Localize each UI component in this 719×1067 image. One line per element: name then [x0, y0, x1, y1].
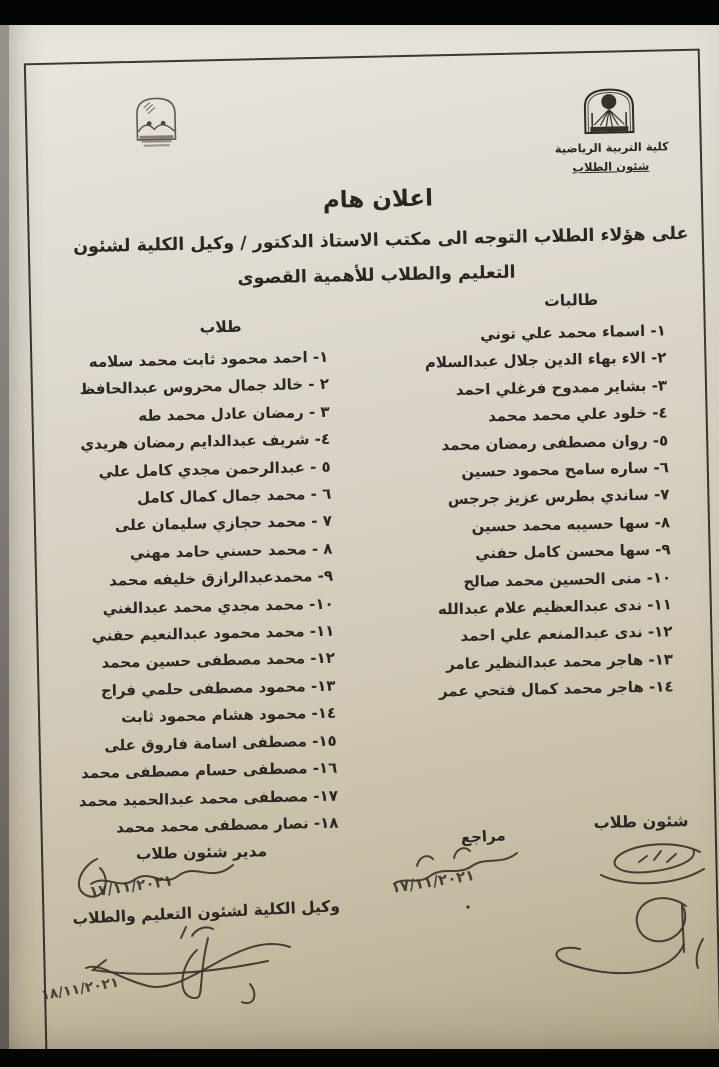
list-item: ١١- محمد محمود عبدالنعيم حفني — [91, 621, 335, 646]
list-item: ٤- شريف عبدالدايم رمضان هريدي — [80, 429, 331, 454]
page-title: اعلان هام — [322, 185, 434, 214]
vice-dean-label: وكيل الكلية لشئون التعليم والطلاب — [72, 897, 341, 928]
list-item: ١٧- مصطفى محمد عبدالحميد محمد — [78, 786, 339, 810]
list-item: ٢- الاء بهاء الدين جلال عبدالسلام — [424, 348, 667, 373]
photo-black-top-band — [0, 0, 719, 25]
list-item: ١١- ندى عبدالعظيم علام عبدالله — [437, 595, 672, 619]
list-item: ١٦- مصطفى حسام مصطفى محمد — [80, 758, 338, 783]
paper-content — [9, 25, 719, 1049]
list-item: ١٥- مصطفى اسامة فاروق على — [104, 731, 337, 755]
list-item: ٢ - خالد جمال محروس عبدالحافظ — [79, 375, 330, 399]
faculty-emblem-icon — [132, 95, 181, 150]
reviewer-label: مراجع — [460, 826, 507, 847]
female-column-header: طالبات — [543, 290, 599, 311]
list-item: ٧ - محمد حجازي سليمان على — [114, 512, 333, 535]
list-item: ١٣- محمود مصطفى حلمي فراج — [100, 676, 336, 700]
list-item: ٥ - عبدالرحمن مجدي كامل علي — [98, 457, 331, 481]
male-column-header: طلاب — [199, 317, 242, 337]
list-item: ٣ - رمضان عادل محمد طه — [138, 402, 330, 425]
list-item: ١- اسماء محمد علي توني — [479, 321, 666, 344]
list-item: ١٤- محمود هشام محمود ثابت — [120, 703, 337, 727]
list-item: ٤- خلود علي محمد محمد — [487, 403, 668, 426]
list-item: ٩- سها محسن كامل حفني — [475, 540, 671, 563]
paper-sheet — [9, 25, 719, 1049]
announcement-line2: التعليم والطلاب للأهمية القصوى — [237, 262, 516, 289]
list-item: ١٨- نصار مصطفى محمد محمد — [115, 813, 339, 837]
list-item: ٨- سها حسيبه محمد حسين — [471, 513, 671, 536]
list-item: ١٢- محمد مصطفى حسين محمد — [101, 649, 336, 673]
department-name: شئون الطلاب — [572, 158, 650, 175]
list-item: ١٠- محمد مجدي محمد عبدالغني — [102, 594, 334, 618]
list-item: ١٢- ندى عبدالمنعم علي احمد — [460, 622, 673, 646]
director-label: مدير شئون طلاب — [135, 842, 268, 864]
list-item: ٦- ساره سامح محمود حسين — [461, 458, 669, 481]
photo-black-bottom-band — [0, 1049, 719, 1067]
female-students-column — [325, 289, 674, 708]
director-date: ١٧/١١/٢٠٢١ — [88, 871, 174, 901]
university-emblem-icon — [579, 86, 638, 135]
list-item: ٩- محمدعبدالرازق خليفه محمد — [108, 566, 334, 590]
reviewer-date: ١٧/١١/٢٠٢١ — [389, 866, 476, 897]
vice-dean-date: ١٨/١١/٢٠٢١ — [39, 974, 121, 1004]
list-item: ٣- بشاير ممدوح فرغلي احمد — [455, 376, 668, 399]
list-item: ١٠- منى الحسين محمد صالح — [463, 567, 672, 591]
list-item: ١٣- هاجر محمد عبدالنظير عامر — [445, 650, 674, 674]
student-affairs-label: شئون طلاب — [593, 811, 689, 833]
male-students-column — [9, 316, 339, 844]
list-item: ١- احمد محمود ثابت محمد سلامه — [88, 347, 329, 371]
list-item: ١٤- هاجر محمد كمال فتحي عمر — [438, 677, 674, 701]
announcement-line1: على هؤلاء الطلاب التوجه الى مكتب الاستاذ الدكتور / وكيل الكلية لشئون — [72, 223, 689, 258]
list-item: ٥- روان مصطفى رمضان محمد — [441, 430, 669, 454]
list-item: ٧- ساندي بطرس عزيز جرجس — [447, 485, 670, 509]
faculty-name: كلية التربية الرياضية — [554, 139, 669, 156]
list-item: ٦ - محمد جمال كمال كامل — [136, 484, 332, 507]
female-students-list — [326, 317, 674, 708]
male-students-list — [9, 344, 339, 844]
list-item: ٨ - محمد حسني حامد مهني — [129, 539, 333, 562]
